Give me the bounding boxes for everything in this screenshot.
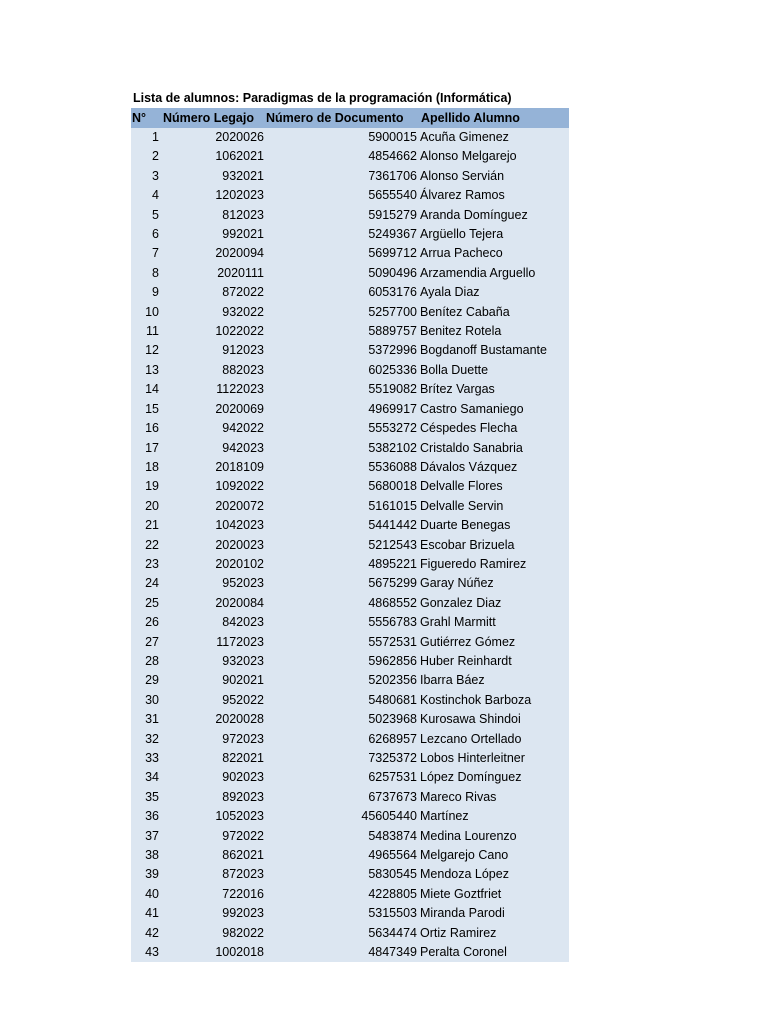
cell-documento: 5556783 <box>266 613 419 632</box>
cell-apellido: Medina Lourenzo <box>419 827 569 846</box>
cell-number: 7 <box>131 244 163 263</box>
table-row <box>131 904 569 923</box>
cell-documento: 5382102 <box>266 439 419 458</box>
cell-apellido: Escobar Brizuela <box>419 536 569 555</box>
cell-apellido: Martínez <box>419 807 569 826</box>
cell-legajo: 1202023 <box>163 186 266 205</box>
table-row <box>131 167 569 186</box>
table-row <box>131 380 569 399</box>
header-legajo: Número Legajo <box>163 108 266 128</box>
header-apellido: Apellido Alumno <box>419 108 569 128</box>
cell-apellido: Arzamendia Arguello <box>419 264 569 283</box>
cell-number: 40 <box>131 885 163 904</box>
cell-legajo: 2020111 <box>163 264 266 283</box>
table-row <box>131 846 569 865</box>
cell-apellido: López Domínguez <box>419 768 569 787</box>
cell-documento: 5830545 <box>266 865 419 884</box>
cell-legajo: 2018109 <box>163 458 266 477</box>
cell-apellido: Delvalle Servin <box>419 497 569 516</box>
cell-number: 28 <box>131 652 163 671</box>
cell-legajo: 1122023 <box>163 380 266 399</box>
cell-legajo: 902023 <box>163 768 266 787</box>
table-row <box>131 264 569 283</box>
table-row <box>131 749 569 768</box>
cell-apellido: Delvalle Flores <box>419 477 569 496</box>
table-row <box>131 555 569 574</box>
cell-documento: 5372996 <box>266 341 419 360</box>
cell-number: 1 <box>131 128 163 147</box>
cell-legajo: 892023 <box>163 788 266 807</box>
cell-apellido: Figueredo Ramirez <box>419 555 569 574</box>
cell-documento: 5161015 <box>266 497 419 516</box>
cell-documento: 7325372 <box>266 749 419 768</box>
cell-apellido: Garay Núñez <box>419 574 569 593</box>
cell-legajo: 822021 <box>163 749 266 768</box>
cell-apellido: Gutiérrez Gómez <box>419 633 569 652</box>
cell-documento: 5699712 <box>266 244 419 263</box>
cell-documento: 5962856 <box>266 652 419 671</box>
table-row <box>131 439 569 458</box>
cell-number: 25 <box>131 594 163 613</box>
table-row <box>131 244 569 263</box>
cell-number: 31 <box>131 710 163 729</box>
cell-documento: 45605440 <box>266 807 419 826</box>
cell-number: 41 <box>131 904 163 923</box>
cell-documento: 5480681 <box>266 691 419 710</box>
cell-legajo: 1172023 <box>163 633 266 652</box>
cell-number: 10 <box>131 303 163 322</box>
cell-legajo: 872022 <box>163 283 266 302</box>
cell-apellido: Castro Samaniego <box>419 400 569 419</box>
table-row <box>131 730 569 749</box>
cell-legajo: 942022 <box>163 419 266 438</box>
cell-number: 21 <box>131 516 163 535</box>
cell-number: 32 <box>131 730 163 749</box>
table-row <box>131 458 569 477</box>
table-row <box>131 225 569 244</box>
cell-legajo: 912023 <box>163 341 266 360</box>
table-row <box>131 807 569 826</box>
cell-apellido: Ortiz Ramirez <box>419 924 569 943</box>
cell-apellido: Duarte Benegas <box>419 516 569 535</box>
cell-apellido: Aranda Domínguez <box>419 206 569 225</box>
cell-number: 33 <box>131 749 163 768</box>
cell-legajo: 842023 <box>163 613 266 632</box>
cell-number: 15 <box>131 400 163 419</box>
table-row <box>131 400 569 419</box>
table-row <box>131 322 569 341</box>
cell-documento: 4228805 <box>266 885 419 904</box>
cell-documento: 6737673 <box>266 788 419 807</box>
cell-legajo: 2020102 <box>163 555 266 574</box>
cell-number: 14 <box>131 380 163 399</box>
cell-number: 34 <box>131 768 163 787</box>
cell-number: 23 <box>131 555 163 574</box>
cell-number: 12 <box>131 341 163 360</box>
cell-number: 6 <box>131 225 163 244</box>
cell-apellido: Alonso Melgarejo <box>419 147 569 166</box>
cell-apellido: Mendoza López <box>419 865 569 884</box>
cell-legajo: 1062021 <box>163 147 266 166</box>
table-row <box>131 283 569 302</box>
cell-legajo: 1092022 <box>163 477 266 496</box>
header-number: N° <box>131 108 163 128</box>
cell-apellido: Benitez Rotela <box>419 322 569 341</box>
cell-apellido: Ayala Diaz <box>419 283 569 302</box>
table-row <box>131 633 569 652</box>
cell-legajo: 972023 <box>163 730 266 749</box>
cell-legajo: 2020084 <box>163 594 266 613</box>
cell-number: 20 <box>131 497 163 516</box>
table-row <box>131 128 569 147</box>
cell-legajo: 932021 <box>163 167 266 186</box>
cell-documento: 5536088 <box>266 458 419 477</box>
cell-documento: 5900015 <box>266 128 419 147</box>
table-row <box>131 691 569 710</box>
cell-documento: 4965564 <box>266 846 419 865</box>
table-row <box>131 419 569 438</box>
cell-number: 2 <box>131 147 163 166</box>
cell-documento: 5441442 <box>266 516 419 535</box>
table-row <box>131 671 569 690</box>
cell-number: 35 <box>131 788 163 807</box>
cell-documento: 5572531 <box>266 633 419 652</box>
cell-number: 8 <box>131 264 163 283</box>
table-row <box>131 536 569 555</box>
cell-legajo: 2020094 <box>163 244 266 263</box>
cell-legajo: 952023 <box>163 574 266 593</box>
table-row <box>131 865 569 884</box>
cell-apellido: Bogdanoff Bustamante <box>419 341 569 360</box>
cell-documento: 5680018 <box>266 477 419 496</box>
header-row <box>131 108 569 128</box>
cell-documento: 5889757 <box>266 322 419 341</box>
cell-apellido: Benítez Cabaña <box>419 303 569 322</box>
cell-legajo: 1002018 <box>163 943 266 962</box>
cell-legajo: 952022 <box>163 691 266 710</box>
cell-documento: 4868552 <box>266 594 419 613</box>
cell-legajo: 812023 <box>163 206 266 225</box>
cell-apellido: Gonzalez Diaz <box>419 594 569 613</box>
cell-apellido: Miete Goztfriet <box>419 885 569 904</box>
cell-documento: 4854662 <box>266 147 419 166</box>
cell-documento: 5655540 <box>266 186 419 205</box>
cell-documento: 6053176 <box>266 283 419 302</box>
table-row <box>131 303 569 322</box>
cell-number: 29 <box>131 671 163 690</box>
cell-documento: 5519082 <box>266 380 419 399</box>
table-row <box>131 768 569 787</box>
cell-documento: 5483874 <box>266 827 419 846</box>
cell-legajo: 1042023 <box>163 516 266 535</box>
cell-apellido: Céspedes Flecha <box>419 419 569 438</box>
cell-documento: 4847349 <box>266 943 419 962</box>
cell-documento: 5202356 <box>266 671 419 690</box>
cell-documento: 5634474 <box>266 924 419 943</box>
cell-documento: 5212543 <box>266 536 419 555</box>
cell-number: 38 <box>131 846 163 865</box>
cell-number: 30 <box>131 691 163 710</box>
cell-number: 9 <box>131 283 163 302</box>
table-row <box>131 341 569 360</box>
cell-legajo: 902021 <box>163 671 266 690</box>
cell-legajo: 932023 <box>163 652 266 671</box>
cell-apellido: Huber Reinhardt <box>419 652 569 671</box>
cell-legajo: 992023 <box>163 904 266 923</box>
cell-number: 26 <box>131 613 163 632</box>
cell-documento: 5553272 <box>266 419 419 438</box>
cell-apellido: Peralta Coronel <box>419 943 569 962</box>
cell-apellido: Arrua Pacheco <box>419 244 569 263</box>
cell-legajo: 882023 <box>163 361 266 380</box>
cell-legajo: 982022 <box>163 924 266 943</box>
table-row <box>131 885 569 904</box>
cell-documento: 5915279 <box>266 206 419 225</box>
table-row <box>131 574 569 593</box>
student-table <box>131 108 569 962</box>
cell-number: 11 <box>131 322 163 341</box>
header-documento: Número de Documento <box>266 108 419 128</box>
cell-documento: 5257700 <box>266 303 419 322</box>
table-row <box>131 186 569 205</box>
table-row <box>131 516 569 535</box>
cell-legajo: 932022 <box>163 303 266 322</box>
cell-apellido: Ibarra Báez <box>419 671 569 690</box>
cell-legajo: 722016 <box>163 885 266 904</box>
cell-number: 39 <box>131 865 163 884</box>
cell-apellido: Bolla Duette <box>419 361 569 380</box>
cell-number: 4 <box>131 186 163 205</box>
cell-documento: 5023968 <box>266 710 419 729</box>
table-row <box>131 497 569 516</box>
cell-documento: 4969917 <box>266 400 419 419</box>
cell-number: 37 <box>131 827 163 846</box>
cell-documento: 5090496 <box>266 264 419 283</box>
table-row <box>131 361 569 380</box>
cell-number: 36 <box>131 807 163 826</box>
table-row <box>131 652 569 671</box>
cell-number: 24 <box>131 574 163 593</box>
cell-documento: 4895221 <box>266 555 419 574</box>
cell-number: 42 <box>131 924 163 943</box>
table-row <box>131 788 569 807</box>
cell-number: 13 <box>131 361 163 380</box>
cell-documento: 6257531 <box>266 768 419 787</box>
cell-apellido: Argüello Tejera <box>419 225 569 244</box>
cell-legajo: 972022 <box>163 827 266 846</box>
cell-number: 17 <box>131 439 163 458</box>
cell-apellido: Lobos Hinterleitner <box>419 749 569 768</box>
cell-apellido: Cristaldo Sanabria <box>419 439 569 458</box>
table-row <box>131 477 569 496</box>
cell-apellido: Álvarez Ramos <box>419 186 569 205</box>
cell-legajo: 2020023 <box>163 536 266 555</box>
cell-apellido: Kostinchok Barboza <box>419 691 569 710</box>
table-row <box>131 827 569 846</box>
cell-documento: 7361706 <box>266 167 419 186</box>
cell-legajo: 2020028 <box>163 710 266 729</box>
cell-number: 18 <box>131 458 163 477</box>
sheet-title: Lista de alumnos: Paradigmas de la programación (Informática) <box>133 91 512 105</box>
table-row <box>131 924 569 943</box>
cell-number: 27 <box>131 633 163 652</box>
cell-number: 43 <box>131 943 163 962</box>
cell-apellido: Kurosawa Shindoi <box>419 710 569 729</box>
cell-apellido: Brítez Vargas <box>419 380 569 399</box>
table-row <box>131 613 569 632</box>
cell-legajo: 992021 <box>163 225 266 244</box>
cell-documento: 6268957 <box>266 730 419 749</box>
table-row <box>131 710 569 729</box>
cell-apellido: Melgarejo Cano <box>419 846 569 865</box>
cell-legajo: 1052023 <box>163 807 266 826</box>
cell-legajo: 2020069 <box>163 400 266 419</box>
cell-apellido: Alonso Servián <box>419 167 569 186</box>
cell-legajo: 862021 <box>163 846 266 865</box>
cell-documento: 5249367 <box>266 225 419 244</box>
cell-legajo: 1022022 <box>163 322 266 341</box>
cell-apellido: Miranda Parodi <box>419 904 569 923</box>
cell-legajo: 942023 <box>163 439 266 458</box>
cell-apellido: Grahl Marmitt <box>419 613 569 632</box>
cell-legajo: 872023 <box>163 865 266 884</box>
cell-legajo: 2020026 <box>163 128 266 147</box>
cell-documento: 5315503 <box>266 904 419 923</box>
cell-apellido: Lezcano Ortellado <box>419 730 569 749</box>
cell-documento: 5675299 <box>266 574 419 593</box>
cell-number: 16 <box>131 419 163 438</box>
cell-apellido: Acuña Gimenez <box>419 128 569 147</box>
cell-legajo: 2020072 <box>163 497 266 516</box>
table-row <box>131 594 569 613</box>
cell-number: 5 <box>131 206 163 225</box>
table-row <box>131 943 569 962</box>
cell-apellido: Dávalos Vázquez <box>419 458 569 477</box>
cell-number: 3 <box>131 167 163 186</box>
table-row <box>131 147 569 166</box>
table-row <box>131 206 569 225</box>
cell-documento: 6025336 <box>266 361 419 380</box>
cell-number: 22 <box>131 536 163 555</box>
cell-apellido: Mareco Rivas <box>419 788 569 807</box>
table-body <box>131 128 569 962</box>
cell-number: 19 <box>131 477 163 496</box>
